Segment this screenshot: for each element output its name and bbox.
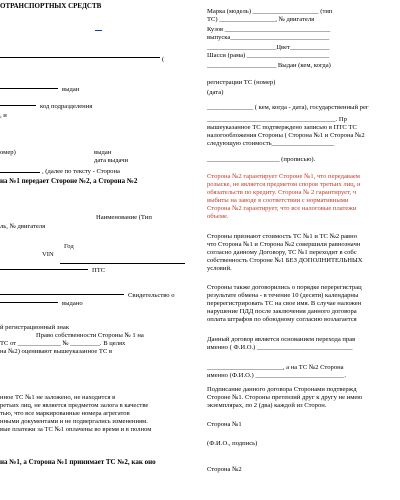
fill-line bbox=[0, 87, 58, 89]
left-line-18: Право собственности Стороны № 1 на bbox=[36, 332, 144, 339]
right-line-2: Кузов ________________________________ bbox=[207, 26, 331, 33]
right-line-23: согласно данному Договору, ТС №1 переходит в собс bbox=[207, 249, 357, 256]
fill-line bbox=[0, 301, 58, 303]
left-line-1: ( bbox=[162, 56, 165, 63]
fill-line bbox=[0, 268, 88, 270]
right-line-4: _____________________Цвет____________ bbox=[207, 44, 330, 51]
left-line-5: омер) bbox=[0, 149, 16, 156]
right-line-8: (дата) bbox=[207, 89, 224, 96]
right-line-17: обязательств по кредиту. Сторона № 2 гарантирует, ч bbox=[207, 189, 357, 196]
right-line-40: Сторона №2 bbox=[207, 466, 242, 473]
right-line-3: выпуска______________________________ bbox=[207, 34, 330, 41]
right-line-29: нарушение ПДД после заключения данного договора bbox=[207, 308, 357, 315]
doc-title: ОТРАНСПОРТНЫХ СРЕДСТВ bbox=[0, 2, 102, 10]
right-line-5: Шасси (рама) _________________________ bbox=[207, 52, 330, 59]
right-line-0: Марка (модель) ____________________ (тип bbox=[207, 8, 333, 15]
right-line-6: _____________________ Выдан (кем, когда) bbox=[207, 62, 331, 69]
left-line-15: Свидетельство о bbox=[128, 292, 175, 299]
left-line-2: выдан bbox=[62, 86, 80, 93]
right-line-31: Данный договор является основанием перехода прав bbox=[207, 336, 356, 343]
right-line-7: регистрации ТС (номер) bbox=[207, 79, 276, 86]
left-column bbox=[0, 0, 188, 500]
right-line-33: _______________________, а на ТС №2 Сторона bbox=[207, 364, 344, 371]
right-line-13: следующую стоимость___________________ bbox=[207, 140, 335, 147]
left-line-4: , и bbox=[0, 112, 7, 119]
fill-line bbox=[60, 262, 185, 264]
right-line-39: (Ф.И.О., подпись) bbox=[207, 440, 258, 447]
left-line-3: код подразделения bbox=[40, 103, 93, 110]
right-line-10: _______________________________________. Пр bbox=[207, 116, 347, 123]
right-line-11: вышеуказанное ТС подтверждено записью в ПТС ТС bbox=[207, 124, 357, 131]
left-line-13: VIN bbox=[42, 251, 54, 258]
left-line-8: , (далее по тексту - Сторона bbox=[42, 168, 120, 175]
left-line-7: дата выдачи bbox=[94, 157, 129, 164]
right-column bbox=[207, 0, 400, 500]
left-line-26: на №1, а Сторона №1 принимает ТС №2, как оно bbox=[0, 458, 156, 466]
right-line-1: ТС) _________________, № двигателя bbox=[207, 16, 315, 23]
right-line-24: собственность Стороне №1 БЕЗ ДОПОЛНИТЕЛЬНЫХ bbox=[207, 257, 363, 264]
right-line-20: объеме. bbox=[207, 213, 229, 220]
right-line-16: розыске, не является предметом споров третьих лиц, н bbox=[207, 181, 361, 188]
right-line-37: экземплярах, по 2 (два) каждой из Сторон. bbox=[207, 402, 327, 409]
left-line-21: нное ТС №1 не заложено, не находится в bbox=[0, 394, 116, 401]
right-line-32: именно ( Ф.И.О.) _____________________________ bbox=[207, 344, 353, 351]
right-line-14: ______________________ (прописью). bbox=[207, 156, 316, 163]
right-line-15: Сторона №2 гарантирует Стороне №1, что передаваем bbox=[207, 173, 360, 180]
left-line-20: на №2) оценивают вышеуказанное ТС в bbox=[0, 348, 113, 355]
right-line-34: именно (Ф.И.О.) ___________________________. bbox=[207, 372, 347, 379]
right-line-21: Стороны признают стоимость ТС №1 и ТС №2 равно bbox=[207, 233, 357, 240]
fill-line bbox=[0, 56, 160, 58]
left-line-12: Год bbox=[64, 243, 74, 250]
left-line-24: нными документами и не подвергались изменениям. bbox=[0, 418, 148, 425]
left-line-19: ТС от _____________ № _________. В целях bbox=[0, 340, 126, 347]
right-line-19: Сторона №2 гарантирует, что все налоговые платежи bbox=[207, 205, 357, 212]
left-line-6: выдан bbox=[94, 149, 112, 156]
right-line-30: оплата штрафов по обоюдному согласию возлагается bbox=[207, 316, 357, 323]
text-cursor-mark bbox=[95, 30, 102, 31]
right-line-25: условий. bbox=[207, 265, 232, 272]
right-line-12: налогообложения Стороны ( Сторона №1 и Сторона №2 bbox=[207, 132, 365, 139]
fill-line bbox=[0, 104, 36, 106]
fill-line bbox=[0, 293, 124, 295]
left-line-16: выдано bbox=[62, 300, 83, 307]
left-line-10: Наименование (Тип bbox=[96, 214, 152, 221]
right-line-35: Подписание данного договора Сторонами подтвержд bbox=[207, 386, 357, 393]
right-line-27: результате обмена - в течение 10 (десяти) календарны bbox=[207, 292, 359, 299]
right-line-9: ______________ ( кем, когда - дата), государственный рег bbox=[207, 104, 369, 111]
fill-line bbox=[0, 171, 40, 173]
left-line-23: тью, что все маркированные номера агрегатов bbox=[0, 410, 130, 417]
right-line-26: Стороны также договорились о порядке перерегистрац bbox=[207, 284, 362, 291]
right-line-18: выбиты на заводе в соответствии с нормативными bbox=[207, 197, 349, 204]
left-line-14: ПТС bbox=[92, 267, 106, 274]
page-gutter bbox=[190, 0, 206, 500]
left-line-17: й регистрационный знак bbox=[0, 324, 70, 331]
left-line-22: ретьих лиц, не является предметом залога в качестве bbox=[0, 402, 149, 409]
right-line-22: что Сторона №1 и Сторона №2 совершили равнозначн bbox=[207, 241, 361, 248]
left-line-11: ль, № двигателя bbox=[0, 223, 46, 230]
left-line-9: на №1 передает Стороне №2, а Сторона №2 bbox=[0, 177, 138, 185]
right-line-28: перерегистрировать ТС на свое имя. В случае наложен bbox=[207, 300, 362, 307]
right-line-36: Стороне №1. Стороны претензий друг к другу не имею bbox=[207, 394, 363, 401]
right-line-38: Сторона №1 bbox=[207, 421, 242, 428]
left-line-25: вые платежи за ТС №1 оплачены во время и в полном bbox=[0, 426, 152, 433]
